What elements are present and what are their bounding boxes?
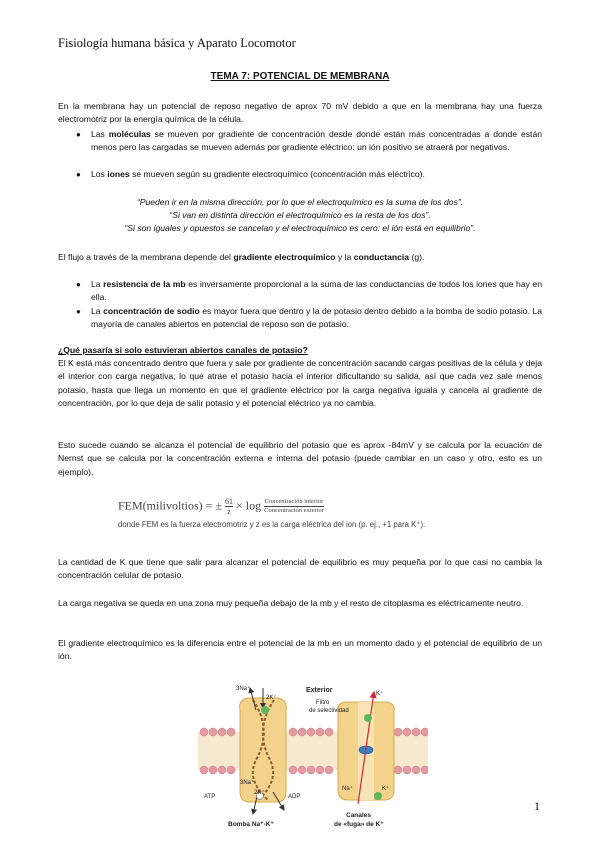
membrane-figure	[198, 680, 428, 830]
k-ion	[364, 714, 372, 722]
label-exterior: Exterior	[306, 687, 333, 694]
label-atp: ATP	[204, 794, 216, 800]
na-k-pump-protein	[240, 698, 287, 802]
label-na-bottom: 3Na⁺	[240, 780, 255, 786]
label-na-top: 3Na⁺	[236, 686, 251, 692]
formula-expression: FEM(milivoltios) = ± $\frac{61}{z}$ × log Concentración interior Concentración exterior	[118, 497, 324, 516]
section-question: ¿Qué pasaría si solo estuvieran abiertos canales de potasio?	[58, 345, 308, 355]
bullet-dot: ●	[76, 170, 81, 179]
membrane-diagram	[198, 680, 428, 830]
cantidad-paragraph: La cantidad de K que tiene que salir para alcanzar el potencial de equilibrio es muy pequeña por lo que casi no cambia la concentración celular de potasio.	[58, 557, 542, 581]
bullet-sodio: ● La concentración de sodio es mayor fuera que dentro y la de potasio dentro debido a la bomba de sodio potasio. La mayoría de canales abiertos en potencial de reposo son de potasio.	[76, 306, 542, 330]
label-k-top: 2K⁺	[266, 695, 277, 701]
intro-paragraph: En la membrana hay un potencial de reposo negativo de aprox 70 mV debido a que en la membrana hay una fuerza electromotriz por la energía química de la célula.	[58, 101, 542, 125]
carga-paragraph: La carga negativa se queda en una zona muy pequeña debajo de la mb y el resto de citoplasma es eléctricamente neutro.	[58, 598, 524, 608]
bullet-dot: ●	[76, 280, 81, 289]
formula-caption: donde FEM es la fuerza electromotriz y z es la carga eléctrica del ion (p. ej., +1 para K⁺).	[118, 520, 426, 529]
potassium-paragraph: El K está más concentrado dentro que fuera y sale por gradiente de concentración sacando cargas positivas de la célula y deja el interior con carga negativa, lo que atrae el potasio hacia el interior dificultando su salida, así que cada vez sale menos potasio, hasta que llega un momento en que el gradiente eléctrico por la carga negativa iguala y cancela al gradiente de concentración, por lo que deja de salir potasio y el potencial eléctrico ya no cambia.	[58, 358, 542, 409]
label-adp: ADP	[288, 794, 301, 800]
label-selectividad: de selectividad	[309, 708, 349, 714]
bullet-dot: ●	[76, 130, 81, 139]
label-pump: Bomba Na⁺-K⁺	[228, 821, 274, 828]
page-title: TEMA 7: POTENCIAL DE MEMBRANA	[210, 71, 390, 82]
page-number: 1	[534, 799, 540, 813]
gradiente-paragraph: El gradiente electroquímico es la diferencia entre el potencial de la mb en un momento dado y el potencial de equilibrio de un ión.	[58, 638, 542, 662]
bullet-dot: ●	[76, 307, 81, 316]
label-filtro: Filtro	[316, 700, 330, 706]
bullet-resistencia: ● La resistencia de la mb es inversamente proporcional a la suma de las conductancias de todos los iones que hay en ella.	[76, 279, 542, 303]
label-k-leak: K⁺	[382, 786, 390, 792]
quote-1: “Pueden ir en la misma dirección, por lo que el electroquímico es la suma de los dos”.	[136, 197, 464, 207]
label-k-bottom: 2K⁺	[254, 790, 265, 796]
flux-paragraph: El flujo a través de la membrana depende del gradiente electroquímico y la conductancia (g).	[58, 252, 425, 262]
k-ion	[374, 792, 382, 800]
label-k-channel-top: K⁺	[376, 691, 384, 697]
quote-3: “Si son iguales y opuestos se cancelan y el electroquímico es cero: el ión está en equilibrio”.	[124, 223, 476, 233]
k-ion	[261, 706, 269, 714]
nernst-paragraph: Esto sucede cuando se alcanza el potencial de equilibrio del potasio que es aprox -84mV y se calcula por la ecuación de Nernst que se calcula por la concentración externa e interna del potasio (puede cambiar en un caso y otro, esto es un ejemplo).	[58, 440, 542, 477]
bullet-moleculas: ● Las moléculas se mueven por gradiente de concentración desde donde están más concentradas a donde están menos pero las cargadas se mueven además por gradiente eléctrico: un ión positivo se atraerá por negativos.	[76, 129, 542, 153]
label-channel-1: Canales	[346, 812, 371, 819]
nernst-formula	[118, 497, 518, 529]
bullet-iones: ● Los iones se mueven según su gradiente electroquímico (concentración más eléctrico).	[76, 168, 542, 181]
label-na-leak: Na⁺	[342, 786, 353, 792]
running-header: Fisiología humana básica y Aparato Locomotor	[58, 36, 296, 50]
quote-2: “Si van en distinta dirección el electroquímico es la resta de los dos”.	[169, 210, 431, 220]
label-channel-2: de «fuga» de K⁺	[334, 821, 384, 828]
